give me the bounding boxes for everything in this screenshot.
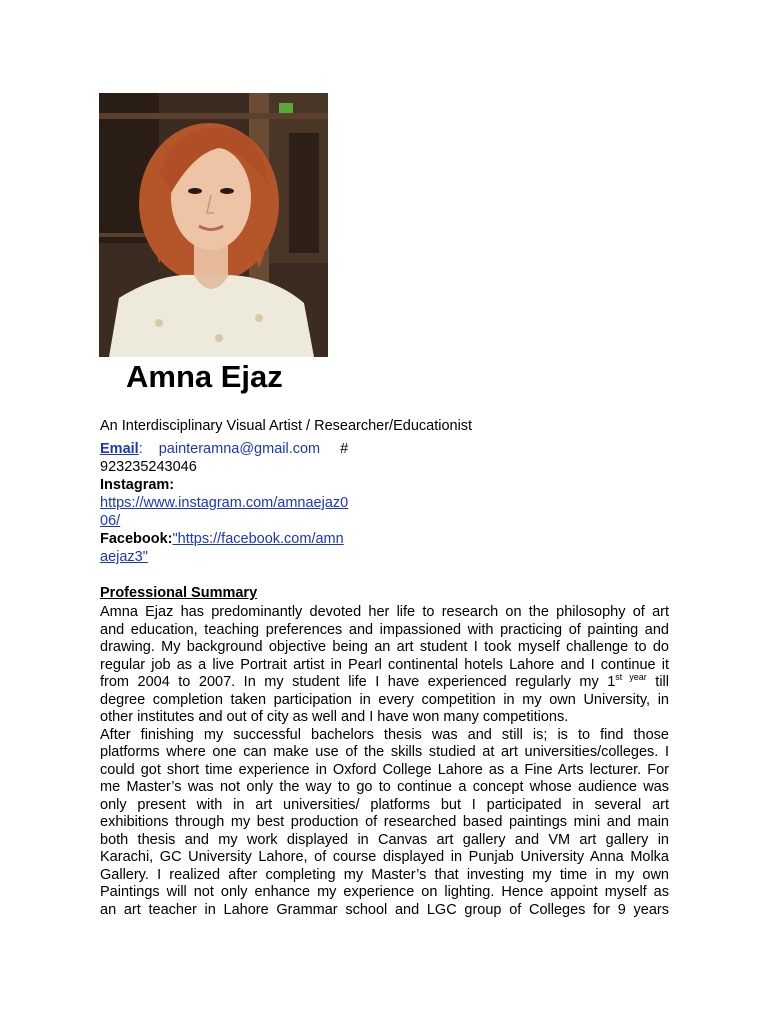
phone-prefix: # <box>340 441 349 457</box>
section-title-professional-summary: Professional Summary <box>100 585 258 601</box>
summary-line-text: from 2004 to 2007. In my student life I have experienced regularly my 1 <box>100 674 616 690</box>
instagram-label: Instagram: <box>100 477 175 493</box>
email-label[interactable]: Email <box>100 441 139 457</box>
phone-number: 923235243046 <box>100 459 197 475</box>
summary-line: degree completion taken participation in every competition in my own University, in <box>100 691 669 708</box>
summary-line-suffix: till <box>655 674 669 690</box>
facebook-link-continued[interactable]: aejaz3" <box>100 549 148 565</box>
summary-line: exhibitions through my best production of researched based paintings mini and main <box>100 814 669 830</box>
instagram-link-continued[interactable]: 06/ <box>100 513 121 529</box>
summary-line: only present with in art universities/ platforms but I participated in several art <box>100 796 669 813</box>
profile-photo <box>99 93 328 357</box>
summary-line-with-superscript <box>100 674 669 692</box>
summary-line: Paintings will not only enhance my experience on lighting. Hence appoint myself as <box>100 884 669 900</box>
summary-line: both thesis and my work displayed in Canvas art gallery and VM art gallery in <box>100 831 669 848</box>
summary-line: After finishing my successful bachelors thesis was and still is; is to find those <box>100 726 669 743</box>
email-address[interactable]: painteramna@gmail.com <box>158 441 321 457</box>
summary-line: other institutes and out of city as well and I have won many competitions. <box>100 709 569 725</box>
summary-line: me Master’s was not only the way to go to continue a concept whose audience was <box>100 779 669 795</box>
ordinal-superscript: st year <box>615 672 647 682</box>
contact-block <box>100 440 370 566</box>
email-line <box>100 440 370 458</box>
tagline: An Interdisciplinary Visual Artist / Researcher/Educationist <box>100 418 473 434</box>
instagram-link-part2[interactable] <box>100 512 370 530</box>
facebook-label: Facebook: <box>100 531 173 547</box>
facebook-line <box>100 530 370 548</box>
instagram-link-part1[interactable] <box>100 494 370 512</box>
facebook-link[interactable]: "https://facebook.com/amn <box>172 531 344 547</box>
instagram-link[interactable]: https://www.instagram.com/amnaejaz0 <box>100 495 349 511</box>
summary-line: Gallery. I realized after completing my Master’s that investing my time in my own <box>100 866 669 883</box>
summary-line: drawing. My background objective being an art student I took myself challenge to do <box>100 639 669 655</box>
summary-line: Amna Ejaz has predominantly devoted her life to research on the philosophy of art <box>100 604 669 620</box>
person-name: Amna Ejaz <box>126 359 283 394</box>
professional-summary-text <box>100 604 669 919</box>
instagram-line <box>100 476 370 494</box>
summary-line: and education, teaching preferences and impassioned with practicing of painting and <box>100 621 669 638</box>
summary-line: could got short time experience in Oxford College Lahore as a Fine Arts lecturer. For <box>100 761 669 778</box>
facebook-link-part2[interactable] <box>100 548 370 566</box>
summary-line: Karachi, GC University Lahore, of course displayed in Punjab University Anna Molka <box>100 849 669 865</box>
summary-line: an art teacher in Lahore Grammar school and LGC group of Colleges for 9 years <box>100 901 669 918</box>
email-colon: : <box>138 441 143 457</box>
summary-line: platforms where one can make use of the skills studied at art universities/colleges. I <box>100 744 669 760</box>
summary-line: regular job as a live Portrait artist in Pearl continental hotels Lahore and I continue it <box>100 656 669 673</box>
